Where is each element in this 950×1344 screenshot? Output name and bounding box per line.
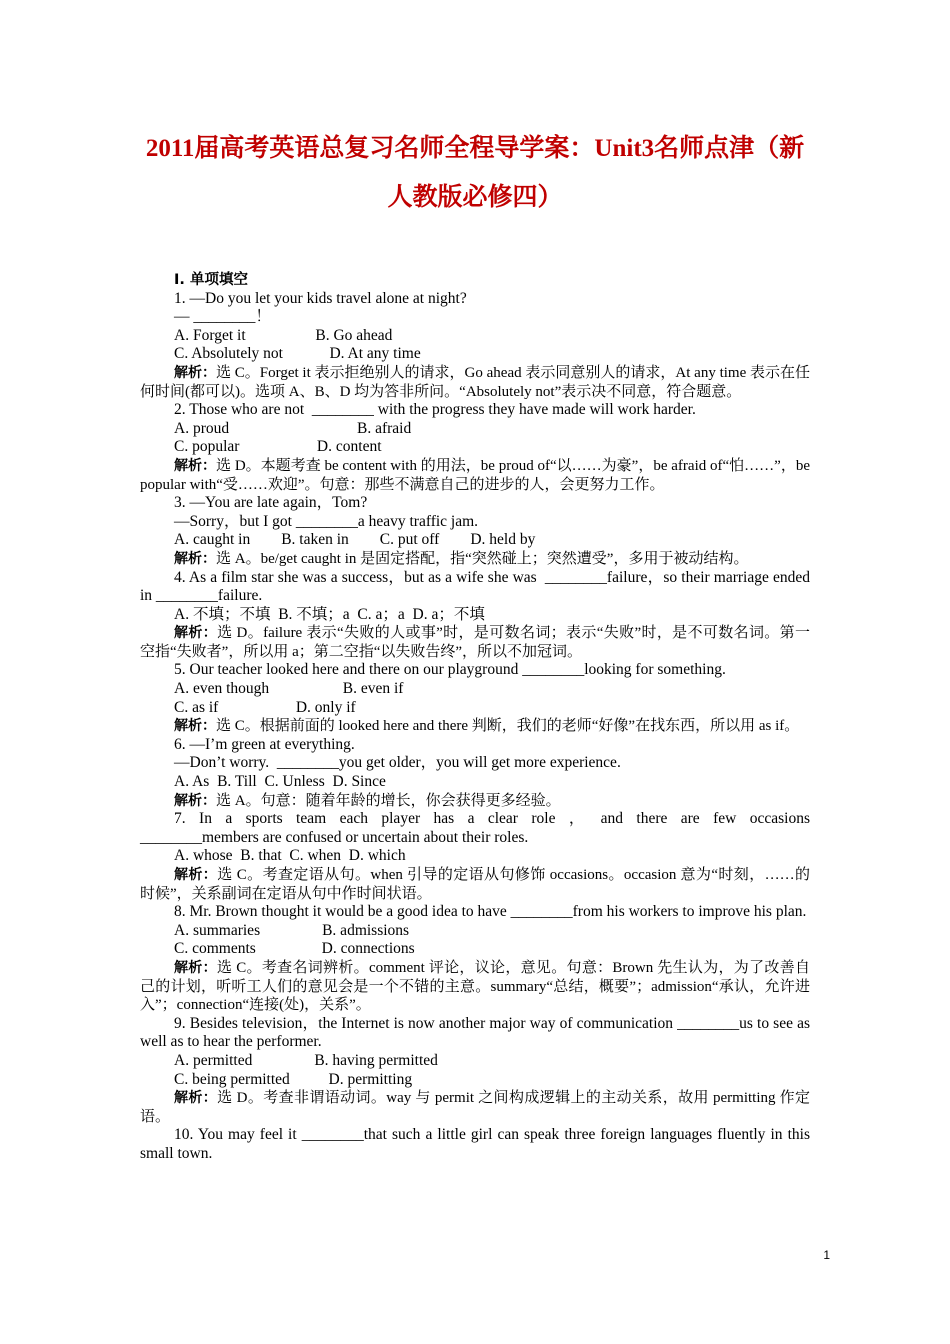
question-stem: 5. Our teacher looked here and there on our playground ________looking for something. [174,661,726,679]
analysis-label: 解析： [174,550,216,567]
answer-options: C. as if D. only if [174,698,356,716]
analysis-label: 解析： [174,457,217,474]
analysis-label: 解析： [174,1090,218,1107]
answer-options: A. caught in B. taken in C. put off D. held by [174,531,536,549]
question-stem: 8. Mr. Brown thought it would be a good idea to have ________from his workers to improve his plan. [174,903,807,921]
question-item [140,401,810,494]
analysis-text [140,457,810,494]
analysis-body: 选 A。句意：随着年龄的增长，你会获得更多经验。 [216,792,561,809]
analysis-label: 解析： [174,625,218,642]
question-item [140,494,810,568]
answer-options: C. comments D. connections [174,940,415,958]
analysis-text [140,866,810,903]
answer-options: C. popular D. content [174,438,382,456]
analysis-body: 选 C。Forget it 表示拒绝别人的请求，Go ahead 表示同意别人的请求，At any time 表示在任何时间(都可以)。选项 A、B、D 均为答非所问。“Absolutely not”表示决不同意，符合题意。 [140,364,811,400]
analysis-label: 解析： [174,959,217,976]
question-item [140,903,810,1015]
analysis-text [140,1089,810,1126]
question-item [140,736,810,810]
answer-options: A. whose B. that C. when D. which [174,847,406,865]
question-item [140,290,810,402]
question-list [140,271,814,1164]
question-stem: 7. In a sports team each player has a clear role ， and there are few occasions ________members are confused or uncertain about their roles. [140,810,814,846]
analysis-label: 解析： [174,718,216,735]
analysis-label: 解析： [174,364,217,381]
analysis-body: 选 C。考查名词辨析。comment 评论，议论，意见。句意：Brown 先生认为，为了改善自己的计划，听听工人们的意见会是一个不错的主意。summary“总结，概要”；admission“承认，允许进入”；connection“连接(处)，关系”。 [140,959,810,1014]
analysis-text [140,717,810,736]
question-stem: 3. —You are late again，Tom? [174,494,368,512]
analysis-body: 选 C。根据前面的 looked here and there 判断，我们的老师“好像”在找东西，所以用 as if。 [216,718,800,735]
answer-options: A. Forget it B. Go ahead [174,326,393,344]
answer-options: A. even though B. even if [174,680,404,698]
analysis-label: 解析： [174,867,218,883]
page-number: 1 [823,1248,830,1262]
analysis-body: 选 A。be/get caught in 是固定搭配，指“突然碰上；突然遭受”，多用于被动结构。 [216,550,749,567]
analysis-text [140,792,810,811]
question-stem: 4. As a film star she was a success，but as a wife she was ________failure，so their marriage ended in ________failure. [140,568,814,605]
answer-options: C. being permitted D. permitting [174,1070,413,1088]
answer-options: A. 不填；不填 B. 不填；a C. a；a D. a；不填 [174,605,485,623]
answer-options: A. permitted B. having permitted [174,1051,438,1069]
answer-options: A. summaries B. admissions [174,921,410,939]
answer-options: A. proud B. afraid [174,419,412,437]
question-stem: — ________！ [174,308,271,326]
answer-options: A. As B. Till C. Unless D. Since [174,773,386,791]
question-stem: 2. Those who are not ________ with the progress they have made will work harder. [174,401,696,419]
question-item [140,661,810,735]
document-title-line-2: 人教版必修四） [387,184,563,211]
question-stem: 6. —I’m green at everything. [174,735,355,753]
analysis-label: 解析： [174,792,216,809]
analysis-body: 选 C。考查定语从句。when 引导的定语从句修饰 occasions。occasion 意为“时刻，……的时候”，关系副词在定语从句中作时间状语。 [140,867,811,902]
question-stem: 1. —Do you let your kids travel alone at night? [174,289,467,307]
document-title-line-1: 2011届高考英语总复习名师全程导学案：Unit3名师点津（新 [145,135,805,162]
section-heading: Ⅰ. 单项填空 [174,272,248,288]
question-item [140,1126,814,1163]
question-item [140,810,814,903]
analysis-text [140,624,810,661]
question-stem: 9. Besides television，the Internet is now another major way of communication ________us to see as well as to hear the performer. [140,1014,814,1051]
answer-options: C. Absolutely not D. At any time [174,345,421,363]
question-item [140,1014,814,1127]
analysis-body: 选 D。本题考查 be content with 的用法，be proud of“以……为豪”，be afraid of“怕……”，be popular with“受……欢迎”。句意：那些不满意自己的进步的人，会更努力工作。 [140,457,811,493]
analysis-text [140,550,810,569]
question-stem: —Sorry，but I got ________a heavy traffic jam. [174,512,479,530]
question-item [140,568,814,662]
analysis-text [140,364,810,401]
analysis-body: 选 D。failure 表示“失败的人或事”时，是可数名词；表示“失败”时，是不可数名词。第一空指“失败者”，所以用 a；第二空指“以失败告终”，所以不加冠词。 [140,625,811,660]
question-stem: —Don’t worry. ________you get older，you will get more experience. [174,754,621,772]
question-stem: 10. You may feel it ________that such a little girl can speak three foreign languages fluently in this small town. [140,1126,814,1162]
analysis-text [140,959,810,1015]
analysis-body: 选 D。考查非谓语动词。way 与 permit 之间构成逻辑上的主动关系，故用 permitting 作定语。 [140,1090,810,1125]
